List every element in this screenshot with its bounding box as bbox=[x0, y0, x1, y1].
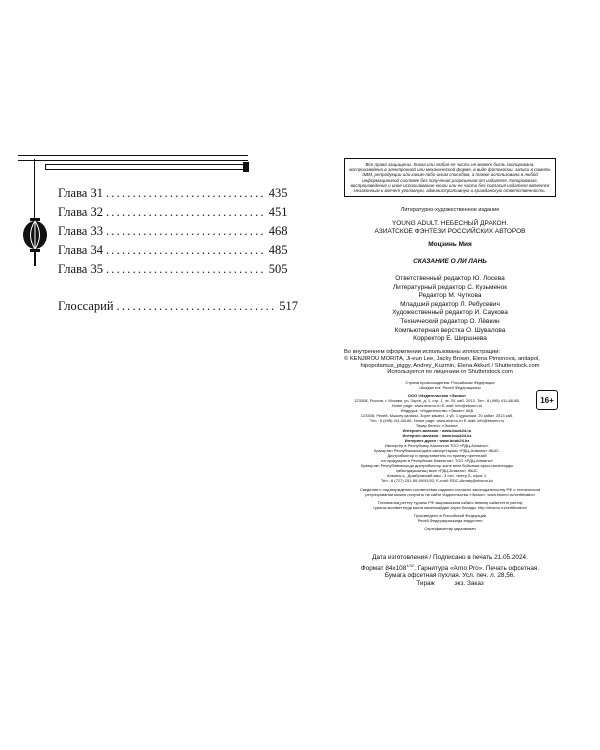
toc-entry-page: 485 bbox=[268, 243, 288, 257]
print-format-rest: . Гарнитура «Arno Pro». Печать офсетная. bbox=[414, 564, 540, 572]
print-line: Бумага офсетная пухлая. Усл. печ. л. 28,56. bbox=[384, 572, 516, 580]
toc-leader-dots: .............................. bbox=[105, 224, 266, 238]
shop-line[interactable]: Интернет-магазин : www.book24.ru bbox=[402, 428, 472, 433]
toc-entry-title: Глава 33 bbox=[58, 224, 103, 238]
lantern-string bbox=[34, 159, 35, 219]
print-line: Дата изготовления / Подписано в печать 21.05.2024. bbox=[372, 554, 528, 561]
credit-line: © KENJIROU MORITA, Ji-eun Lee, Jacky Brown, Elena Pimonova, anitapol, bbox=[344, 355, 540, 362]
toc-leader-dots: .............................. bbox=[105, 205, 266, 219]
cert-line: регулировании можно получить на сайте Издательства «Эксмо»: www.eksmo.ru/certification bbox=[365, 492, 535, 497]
series-name bbox=[344, 220, 556, 236]
staff-line: Художественный редактор И. Саукова bbox=[392, 309, 508, 317]
publisher-name: ООО «Издательство «Эксмо» bbox=[407, 393, 467, 398]
credit-line: Во внутреннем оформлении использованы иллюстрации: bbox=[344, 349, 501, 355]
shop-line[interactable]: Интернет-дүкен : www.book24.kz bbox=[404, 438, 470, 443]
toc-entry[interactable] bbox=[58, 224, 288, 243]
importer-line: Импортёр в Республику Казахстан ТОО «РДЦ-Алматы». bbox=[384, 443, 490, 448]
toc-entry-title: Глава 31 bbox=[58, 186, 103, 200]
staff-line: Младший редактор Л. Ребусевич bbox=[400, 300, 500, 308]
toc-entry[interactable] bbox=[58, 186, 288, 205]
distributor-line: қабылдаушының өкілі «РДЦ-Алматы» ЖШС bbox=[396, 468, 478, 473]
toc-entry-page: 505 bbox=[268, 262, 288, 276]
publisher-line: 123308, Россия, г. Москва, ул. Зорге, д. 1, стр. 1, эт. 20, каб. 2013. Тел.: 8 (495) 411-68-86. bbox=[354, 398, 520, 403]
copyright-notice: Все права защищены. Книга или любая ее часть не может быть скопирована, воспроизведена в электронной или механической форме, в виде фотокопии, записи в память ЭВМ, репродукции или каким-либо иным способом, а также использована в любой информационной системе без получения разрешения от издателя. Копирование, воспроизведение и иное использование книги или ее части без согласия издателя является незаконным и влечет уголовную, административную и гражданскую ответственность. bbox=[344, 158, 556, 197]
toc-entry-page: 451 bbox=[268, 205, 288, 219]
toc-entry-page: 517 bbox=[279, 299, 299, 313]
author-name: Моцзинь Мия bbox=[428, 241, 472, 248]
print-format-fraction: 1/32 bbox=[406, 562, 415, 568]
cert-line: Произведено в Российской Федерации bbox=[413, 513, 487, 518]
staff-list bbox=[344, 275, 556, 344]
ornament-top-line bbox=[18, 155, 248, 161]
origin-line: Страна происхождения: Российская Федерация bbox=[405, 380, 495, 385]
publisher-block bbox=[344, 393, 530, 483]
staff-line: Компьютерная верстка О. Шувалова bbox=[394, 326, 506, 334]
toc-entry-glossary[interactable] bbox=[58, 299, 299, 318]
origin-block bbox=[344, 380, 556, 390]
distributor-line: Дистрибьютор и представитель по приему претензий bbox=[387, 453, 487, 458]
toc-entry[interactable] bbox=[58, 243, 288, 262]
publisher-line: Home page: www.eksmo.ru E-mail: info@eksmo.ru bbox=[391, 403, 483, 408]
staff-line: Корректор Е. Ширшнева bbox=[413, 335, 487, 343]
cert-line: Техникалық реттеу туралы РФ заңнамасына сәйкес өнімнің сәйкестігін растау bbox=[377, 500, 523, 505]
publisher-line: Тауар белгісі: «Эксмо» bbox=[415, 423, 459, 428]
toc-entry[interactable] bbox=[58, 262, 288, 281]
right-page bbox=[300, 0, 600, 750]
distributor-line: Алматы қ., Домбровский көш., 3 «а», литер Б, офис 1. bbox=[386, 473, 488, 478]
credit-line: Используется по лицензии от Shutterstock.com bbox=[387, 369, 513, 376]
toc-leader-dots: .............................. bbox=[105, 243, 266, 257]
toc-leader-dots: .............................. bbox=[116, 299, 277, 313]
cert-line: Сертификаттау қаралмаған bbox=[424, 526, 476, 531]
certification-block bbox=[344, 487, 556, 531]
lantern-tassel bbox=[34, 252, 36, 266]
staff-line: Ответственный редактор Ю. Лосева bbox=[395, 275, 505, 282]
ornament-cap bbox=[243, 162, 249, 172]
distributor-line: Қазақстан Республикасында дистрибьютор және өнім бойынша арыз-талаптарды bbox=[360, 463, 514, 468]
print-line: Тираж экз. Заказ bbox=[416, 579, 484, 587]
ornament-bar bbox=[45, 164, 245, 170]
cert-line: Ресей Федерациясында өндірілген bbox=[417, 518, 483, 523]
lantern-icon bbox=[22, 218, 48, 252]
toc-entry-title: Глава 32 bbox=[58, 205, 103, 219]
publisher-line: 123308, Ресей, Мәскеу қаласы, Зорге көшесі, 1 үй, 1 құрылым, 20 қабат, 2013 каб. bbox=[360, 413, 514, 418]
illustrations-credit bbox=[344, 349, 556, 376]
print-info bbox=[344, 554, 556, 588]
series-line: АЗИАТСКОЕ ФЭНТЕЗИ РОССИЙСКИХ АВТОРОВ bbox=[374, 228, 526, 235]
origin-line: Шыққан елі: Ресей Федерациясы bbox=[419, 385, 481, 390]
staff-line: Литературный редактор С. Кузьменок bbox=[392, 283, 508, 291]
toc-leader-dots: .............................. bbox=[105, 262, 266, 276]
cert-line: туралы мәліметтерді мына мекенжайдан алуға болады: http://eksmo.ru/certification/ bbox=[372, 505, 528, 510]
shop-line[interactable]: Интернет-магазин : www.book24.kz bbox=[402, 433, 472, 438]
toc-entry-page: 468 bbox=[268, 224, 288, 238]
toc-leader-dots: .............................. bbox=[105, 186, 266, 200]
book-title: СКАЗАНИЕ О ЛИ ЛАНЬ bbox=[413, 258, 487, 265]
cert-line: Сведения о подтверждении соответствия издания согласно законодательству РФ о техническом bbox=[359, 487, 541, 492]
print-line bbox=[344, 562, 556, 573]
toc-entry[interactable] bbox=[58, 205, 288, 224]
staff-line: Технический редактор О. Лёвкин bbox=[400, 317, 500, 325]
toc-entry-title: Глоссарий bbox=[58, 299, 114, 313]
age-rating-badge: 16+ bbox=[536, 390, 558, 410]
publisher-line: Тел.: 8 (495) 411-68-86. Home page: www.eksmo.ru E-mail: info@eksmo.ru bbox=[369, 418, 505, 423]
distributor-line: Тел.: 8 (727) 251-59-90/91/92; E-mail: RDC-Almaty@eksmo.kz bbox=[380, 478, 494, 483]
print-format: Формат 84x108 bbox=[360, 564, 407, 572]
staff-line: Редактор М. Чуткова bbox=[418, 292, 482, 300]
table-of-contents bbox=[58, 186, 299, 318]
credit-line: hipopotamus_piggy, Andrey_Kuzmin, Elena Akkurt / Shutterstock.com bbox=[360, 362, 540, 369]
toc-entry-title: Глава 34 bbox=[58, 243, 103, 257]
series-line: YOUNG ADULT. НЕБЕСНЫЙ ДРАКОН. bbox=[391, 220, 509, 227]
distributor-line: на продукцию в Республике Казахстан: ТОО «РДЦ-Алматы» bbox=[381, 458, 493, 463]
publisher-line: Өндіруші: «Издательство «Эксмо» АҚБ bbox=[400, 408, 474, 413]
importer-line: Қазақстан Республикасындағы импорттаушы «РДЦ-Алматы» ЖШС. bbox=[374, 448, 500, 453]
edition-type: Литературно-художественное издание bbox=[400, 207, 500, 213]
toc-entry-title: Глава 35 bbox=[58, 262, 103, 276]
toc-entry-page: 435 bbox=[268, 186, 288, 200]
